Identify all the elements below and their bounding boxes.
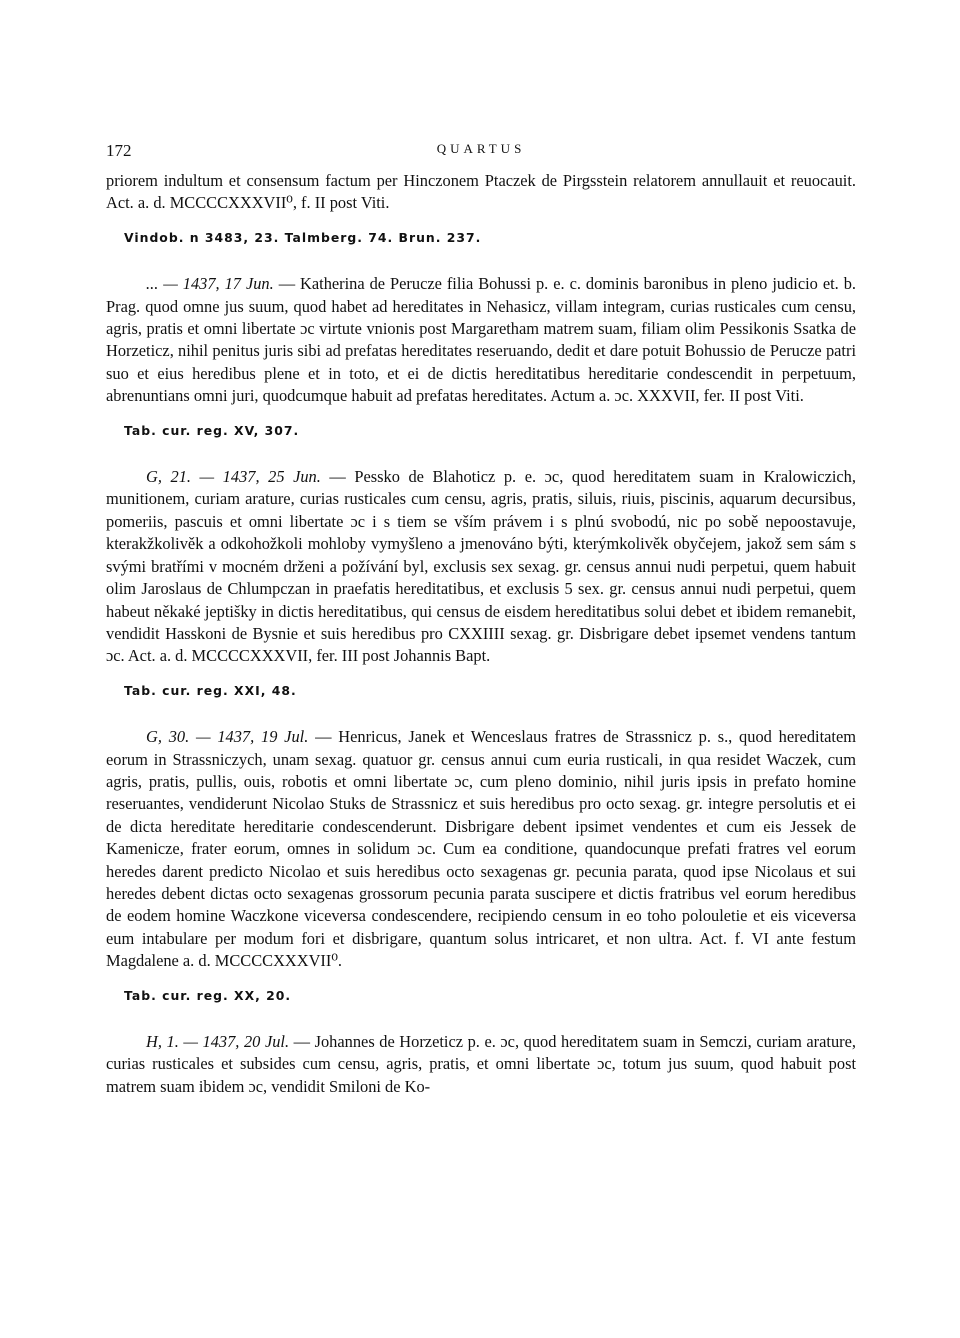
entry: [106, 726, 856, 1007]
page-number: 172: [106, 141, 132, 160]
page-header: [106, 140, 856, 170]
entry: [106, 273, 856, 442]
source-reference: Tab. cur. reg. XX, 20.: [124, 987, 292, 1003]
source-reference: Tab. cur. reg. XXI, 48.: [124, 682, 297, 698]
entry-heading: G, 21. — 1437, 25 Jun.: [146, 467, 321, 487]
entry-heading: H, 1. — 1437, 20 Jul.: [146, 1032, 290, 1051]
document-page: [106, 140, 856, 1098]
entry-text: [106, 466, 856, 668]
entry: [106, 170, 856, 249]
source-reference: Vindob. n 3483, 23. Talmberg. 74. Brun. 237.: [124, 229, 482, 245]
entry-text: [106, 726, 856, 972]
entry-text: [106, 1031, 856, 1098]
entry: [106, 466, 856, 702]
entry-body: — Katherina de Perucze filia Bohussi p. e. c. dominis baronibus in pleno judicio et. b. Prag. quod omne jus suum, quod habet ad hereditates in Nehasicz, villam integram, curias rusticales cum censu, agris, pratis et omni libertate ɔc virtute vnionis post Margaretham matrem suam, filiam olim Pessikonis Ssatka de Horzeticz, nihil penitus juris sibi ad prefatas hereditates reseruando, dedit et dare potuit Bohussio de Perucze patri suo et eius heredibus plene et in toto, et ei de dictis hereditatibus hereditarie condescendit in perpetuum, abrenuntians omni juri, quodcumque habuit ad prefatas hereditates. Actum a. ɔc. XXXVII, fer. II post Viti.: [106, 274, 856, 406]
entry-text: [106, 170, 856, 215]
entry-heading: G, 30. — 1437, 19 Jul.: [146, 727, 309, 747]
entry-body: — Pessko de Blahoticz p. e. ɔc, quod hereditatem suam in Kralowiczich, munitionem, curiam arature, curias rusticales cum censu, agris, pratis, siluis, riuis, piscinis, aquarum decursibus, pomeriis, pascuis et omni libertate ɔc i s tiem se vším právem i s plnú svobodú, nic po sobě nepoostavuje, kterakžkolivěk a odkohožkoli mohloby vymyšleno a jmenováno býti, kterýmkolivěk obyčejem, jakož sem sám s svými bratřími v mocném drženi a požívání byl, exclusis sex sexag. gr. census annui nudi perpetui, quem habuit olim Jaroslaus de Chlumpczan in praefatis hereditatibus, et exclusis 5 sex. gr. census annui nudi perpetui, quem habeut někaké jeptišky in dictis hereditatibus, qui census de eisdem hereditatibus solui debet et ibidem remanebit, vendidit Hasskoni de Bysnie et suis heredibus pro CXXIIII sexag. gr. Disbrigare debet ipsemet vendens tantum ɔc. Act. a. d. MCCCCXXXVII, fer. III post Johannis Bapt.: [106, 467, 856, 666]
entry-body: — Johannes de Horzeticz p. e. ɔc, quod hereditatem suam in Semczi, curiam arature, curias rusticales et subsides cum censu, agris, pratis, et omni libertate ɔc, totum jus suum, quod habuit post matrem suam ibidem ɔc, vendidit Smiloni de Ko-: [106, 1032, 856, 1096]
source-reference: Tab. cur. reg. XV, 307.: [124, 422, 300, 438]
running-title: QUARTUS: [436, 141, 526, 156]
entry-body: priorem indultum et consensum factum per Hinczonem Ptaczek de Pirgsstein relatorem annullauit et reuocauit. Act. a. d. MCCCCXXXVII⁰, f. II post Viti.: [106, 171, 856, 213]
entry-text: [106, 273, 856, 407]
entry-body: — Henricus, Janek et Wenceslaus fratres de Strassnicz p. s., quod hereditatem eorum in Strassniczych, unam sexag. quatuor gr. census annui cum euria rusticali, in qua residet Waczek, cum agris, pratis, pullis, ouis, robotis et omni libertate ɔc, cum pleno dominio, nihil juris ipsis in prefato homine reseruantes, vendiderunt Nicolao Stuks de Strassnicz et suis heredibus pro octo sexag. gr. integre persolutis et ei de dicta hereditate hereditarie condescenderunt. Disbrigare debent ipsimet vendentes et cum eis Jessek de Kamenicze, frater eorum, omnes in solidum ɔc. Cum ea conditione, quandocunque prefati fratres vel eorum heredes darent predicto Nicolao et suis heredibus octo sexagenas gr. pecunia parata, quod ipse Nicolaus et sui heredes debent dictas octo sexagenas grossorum pecunia parata suscipere et dictis fratribus vel eorum heredibus de eodem homine Waczkone viceversa condescendere, recipiendo censum in eo toho polouletie et eis viceversa eum intabulare per modum fori et disbrigare, quantum solus intricaret, et non ultra. Act. f. VI ante festum Magdalene a. d. MCCCCXXXVII⁰.: [106, 727, 856, 971]
entry: [106, 1031, 856, 1098]
entry-heading: ... — 1437, 17 Jun.: [146, 274, 274, 294]
